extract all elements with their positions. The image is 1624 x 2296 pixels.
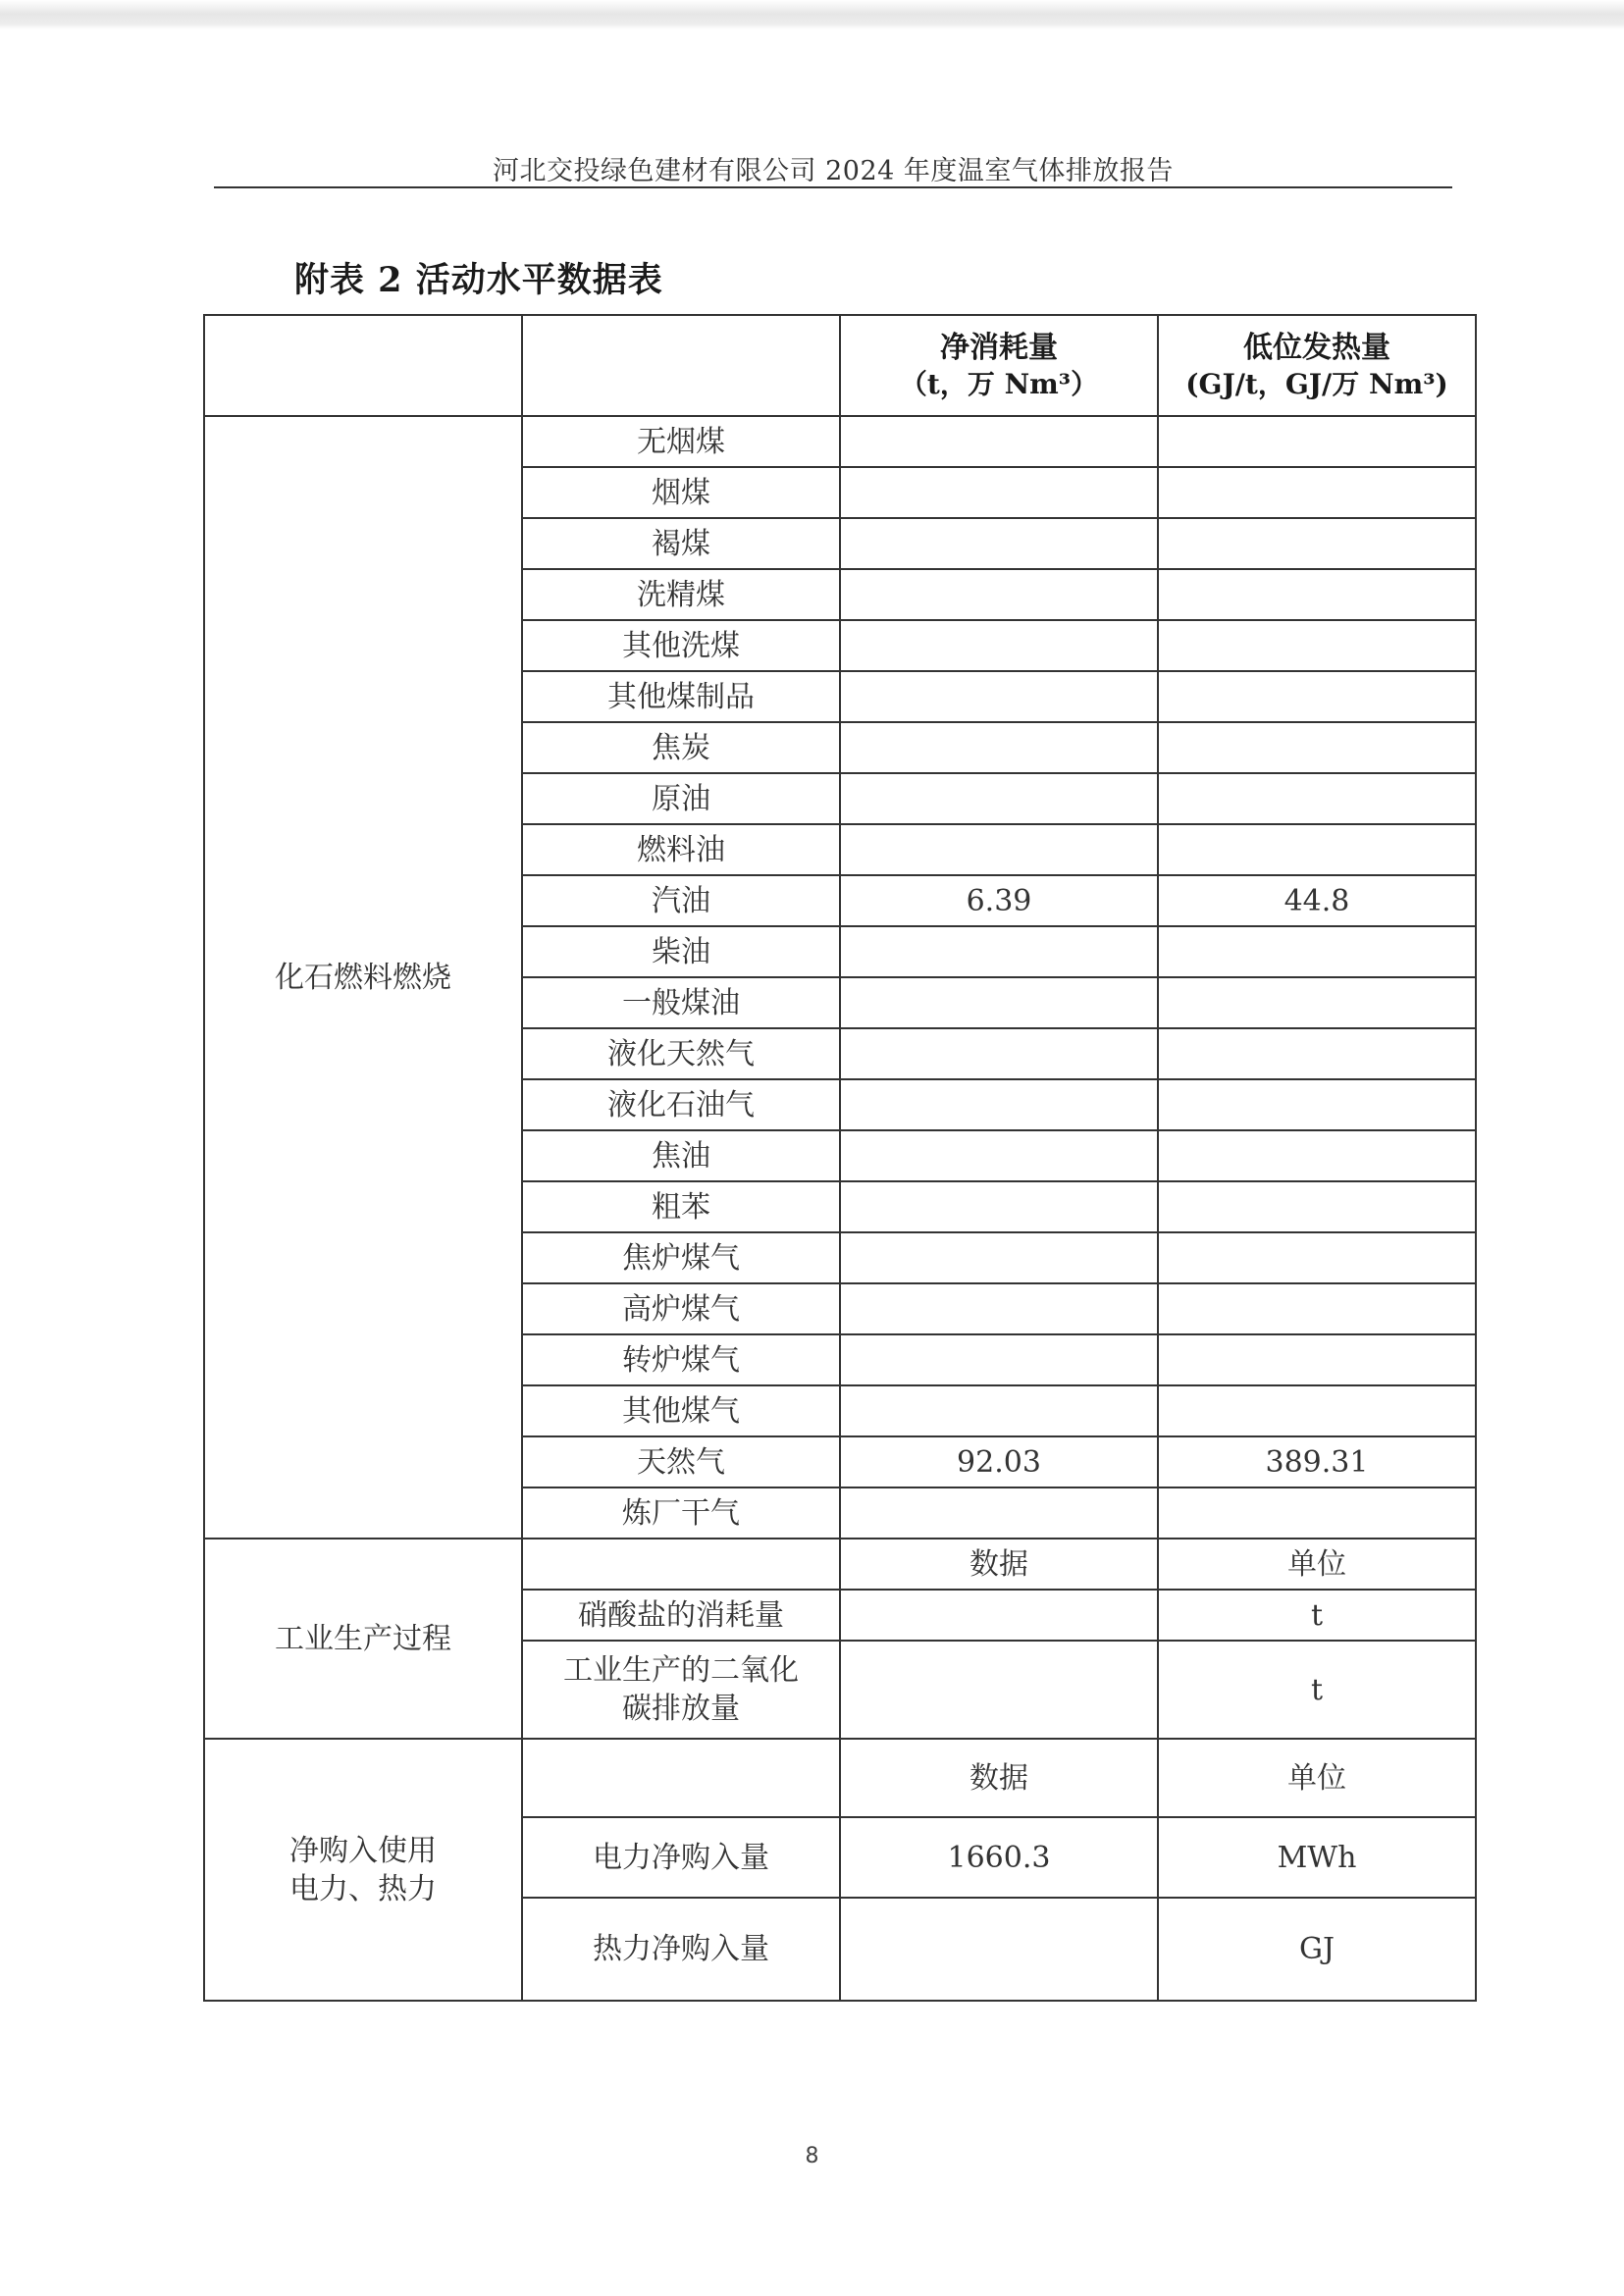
- fuel-heat-value: [1158, 1385, 1476, 1436]
- purchased-item-name: 电力净购入量: [522, 1817, 840, 1898]
- table-caption: 附表 2 活动水平数据表: [294, 260, 663, 300]
- purchased-col-unit: 单位: [1158, 1739, 1476, 1817]
- fuel-heat-value: [1158, 926, 1476, 977]
- fuel-name: 天然气: [522, 1436, 840, 1487]
- fuel-name: 烟煤: [522, 467, 840, 518]
- fuel-heat-value: 389.31: [1158, 1436, 1476, 1487]
- fuel-consumption: [840, 824, 1158, 875]
- fuel-heat-value: [1158, 569, 1476, 620]
- header-cell-empty-2: [522, 315, 840, 416]
- fuel-name: 柴油: [522, 926, 840, 977]
- fuel-heat-value: [1158, 773, 1476, 824]
- industrial-item-name: 硝酸盐的消耗量: [522, 1590, 840, 1641]
- industrial-item-unit: t: [1158, 1590, 1476, 1641]
- purchased-header-row: [204, 1739, 1476, 1817]
- fuel-heat-value: [1158, 722, 1476, 773]
- fuel-consumption: [840, 1385, 1158, 1436]
- header-consumption: [840, 315, 1158, 416]
- fuel-heat-value: [1158, 824, 1476, 875]
- fuel-consumption: 6.39: [840, 875, 1158, 926]
- fuel-name: 液化天然气: [522, 1028, 840, 1079]
- fuel-name: 无烟煤: [522, 416, 840, 467]
- fuel-name: 转炉煤气: [522, 1334, 840, 1385]
- fuel-heat-value: [1158, 977, 1476, 1028]
- fuel-consumption: [840, 467, 1158, 518]
- industrial-col-data: 数据: [840, 1539, 1158, 1590]
- header-divider: [214, 186, 1452, 188]
- fuel-consumption: [840, 977, 1158, 1028]
- fuel-consumption: [840, 1028, 1158, 1079]
- fuel-heat-value: [1158, 518, 1476, 569]
- fuel-consumption: [840, 1487, 1158, 1539]
- header-heat-value-unit: (GJ/t，GJ/万 Nm³): [1185, 367, 1448, 400]
- fuel-heat-value: [1158, 1487, 1476, 1539]
- header-heat-value-title: 低位发热量: [1243, 330, 1390, 365]
- fuel-heat-value: [1158, 620, 1476, 671]
- fuel-name: 其他洗煤: [522, 620, 840, 671]
- page-number: 8: [805, 2144, 819, 2168]
- fuel-heat-value: [1158, 1232, 1476, 1283]
- fuel-consumption: [840, 1079, 1158, 1130]
- fuel-heat-value: [1158, 416, 1476, 467]
- purchased-item-unit: MWh: [1158, 1817, 1476, 1898]
- fuel-name: 液化石油气: [522, 1079, 840, 1130]
- fuel-consumption: [840, 1334, 1158, 1385]
- fuel-consumption: [840, 722, 1158, 773]
- header-cell-empty-1: [204, 315, 522, 416]
- purchased-category-line1: 净购入使用: [289, 1833, 437, 1868]
- fuel-consumption: [840, 620, 1158, 671]
- purchased-item-name: 热力净购入量: [522, 1898, 840, 2001]
- fuel-consumption: [840, 926, 1158, 977]
- fuel-consumption: [840, 416, 1158, 467]
- fuel-heat-value: [1158, 1334, 1476, 1385]
- industrial-header-empty: [522, 1539, 840, 1590]
- fuel-heat-value: 44.8: [1158, 875, 1476, 926]
- industrial-header-row: [204, 1539, 1476, 1590]
- industrial-item-unit: t: [1158, 1641, 1476, 1739]
- fuel-name: 褐煤: [522, 518, 840, 569]
- activity-data-table: [203, 314, 1477, 2002]
- fuel-consumption: [840, 671, 1158, 722]
- industrial-item-name: [522, 1641, 840, 1739]
- fuel-consumption: [840, 518, 1158, 569]
- purchased-category-cell: [204, 1739, 522, 2001]
- fuel-name: 焦油: [522, 1130, 840, 1181]
- industrial-item-name-line1: 工业生产的二氧化: [563, 1653, 799, 1688]
- fuel-name: 原油: [522, 773, 840, 824]
- purchased-category-line2: 电力、热力: [289, 1871, 437, 1906]
- fuel-name: 粗苯: [522, 1181, 840, 1232]
- fuel-consumption: [840, 773, 1158, 824]
- industrial-item-name-line2: 碳排放量: [622, 1692, 740, 1726]
- industrial-item-value: [840, 1590, 1158, 1641]
- fuel-heat-value: [1158, 671, 1476, 722]
- fuel-name: 汽油: [522, 875, 840, 926]
- fuel-name: 炼厂干气: [522, 1487, 840, 1539]
- fuel-consumption: [840, 569, 1158, 620]
- fuel-consumption: 92.03: [840, 1436, 1158, 1487]
- fuel-name: 其他煤制品: [522, 671, 840, 722]
- purchased-item-value: [840, 1898, 1158, 2001]
- fuel-name: 焦炉煤气: [522, 1232, 840, 1283]
- purchased-item-unit: GJ: [1158, 1898, 1476, 2001]
- fuel-name: 洗精煤: [522, 569, 840, 620]
- fuel-consumption: [840, 1283, 1158, 1334]
- fuel-heat-value: [1158, 1283, 1476, 1334]
- fossil-category-cell: 化石燃料燃烧: [204, 416, 522, 1539]
- purchased-header-empty: [522, 1739, 840, 1817]
- header-heat-value: [1158, 315, 1476, 416]
- scan-shadow: [0, 0, 1624, 29]
- fuel-name: 高炉煤气: [522, 1283, 840, 1334]
- table-row: [204, 416, 1476, 467]
- purchased-item-value: 1660.3: [840, 1817, 1158, 1898]
- fuel-name: 其他煤气: [522, 1385, 840, 1436]
- fuel-heat-value: [1158, 1181, 1476, 1232]
- industrial-category-cell: 工业生产过程: [204, 1539, 522, 1739]
- fuel-consumption: [840, 1130, 1158, 1181]
- report-header-title: 河北交投绿色建材有限公司 2024 年度温室气体排放报告: [493, 156, 1174, 186]
- fuel-name: 焦炭: [522, 722, 840, 773]
- fuel-consumption: [840, 1232, 1158, 1283]
- fuel-name: 一般煤油: [522, 977, 840, 1028]
- industrial-col-unit: 单位: [1158, 1539, 1476, 1590]
- fuel-heat-value: [1158, 467, 1476, 518]
- fuel-consumption: [840, 1181, 1158, 1232]
- table-header-row: [204, 315, 1476, 416]
- fuel-heat-value: [1158, 1079, 1476, 1130]
- header-consumption-title: 净消耗量: [940, 330, 1058, 365]
- fuel-heat-value: [1158, 1028, 1476, 1079]
- fuel-name: 燃料油: [522, 824, 840, 875]
- industrial-item-value: [840, 1641, 1158, 1739]
- fuel-heat-value: [1158, 1130, 1476, 1181]
- purchased-col-data: 数据: [840, 1739, 1158, 1817]
- header-consumption-unit: （t，万 Nm³）: [899, 367, 1099, 400]
